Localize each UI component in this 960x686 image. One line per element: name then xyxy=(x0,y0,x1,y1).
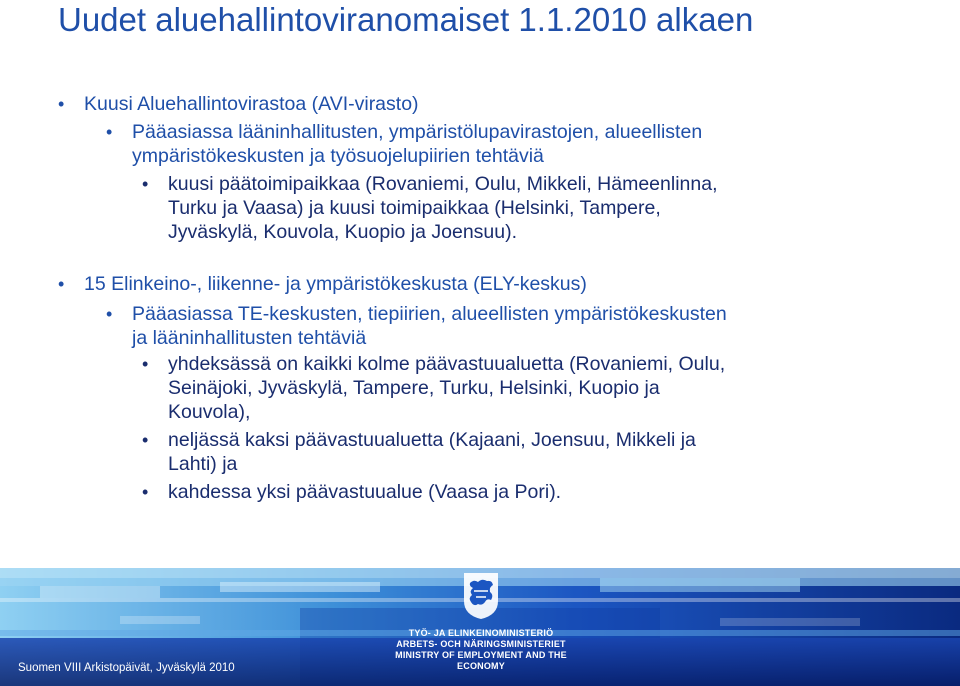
ely-detail: neljässä kaksi päävastuualuetta (Kajaani, Joensuu, Mikkeli ja Lahti) ja xyxy=(168,429,696,475)
bullet-dot-icon: • xyxy=(142,430,149,450)
bullet-dot-icon: • xyxy=(142,482,149,502)
bullet-dot-icon: • xyxy=(142,174,149,194)
ely-detail: yhdeksässä on kaikki kolme päävastuualuetta (Rovaniemi, Oulu, Seinäjoki, Jyväskylä, Tampere, Turku, Helsinki, Kuopio ja Kouvola), xyxy=(168,353,726,423)
bullet-ely xyxy=(58,272,587,296)
bullet-dot-icon: • xyxy=(106,304,113,324)
ministry-name-en: MINISTRY OF EMPLOYMENT AND THE ECONOMY xyxy=(395,650,567,671)
bullet-ely-sub xyxy=(106,302,727,350)
bullet-avi xyxy=(58,92,419,116)
avi-sub: Pääasiassa lääninhallitusten, ympäristölupavirastojen, alueellisten ympäristökeskusten ja työsuojelupiirien tehtäviä xyxy=(132,121,703,167)
bullet-dot-icon: • xyxy=(58,274,65,294)
ministry-name xyxy=(376,628,586,672)
bullet-ely-detail-2 xyxy=(142,428,696,476)
ministry-name-fi: TYÖ- JA ELINKEINOMINISTERIÖ xyxy=(408,628,554,638)
bullet-ely-detail-3 xyxy=(142,480,562,504)
bullet-dot-icon: • xyxy=(142,354,149,374)
lion-emblem-icon xyxy=(460,571,502,621)
bullet-ely-detail-1 xyxy=(142,352,726,424)
bullet-avi-detail xyxy=(142,172,718,244)
ely-detail: kahdessa yksi päävastuualue (Vaasa ja Pori). xyxy=(168,481,562,503)
bullet-dot-icon: • xyxy=(106,122,113,142)
conference-footer: Suomen VIII Arkistopäivät, Jyväskylä 2010 xyxy=(18,662,235,674)
ely-sub: Pääasiassa TE-keskusten, tiepiirien, alueellisten ympäristökeskusten ja lääninhallitusten tehtäviä xyxy=(132,303,727,349)
bullet-avi-sub xyxy=(106,120,703,168)
ely-heading: 15 Elinkeino-, liikenne- ja ympäristökeskusta (ELY-keskus) xyxy=(84,273,587,295)
avi-detail: kuusi päätoimipaikkaa (Rovaniemi, Oulu, Mikkeli, Hämeenlinna, Turku ja Vaasa) ja kuusi toimipaikkaa (Helsinki, Tampere, Jyväskylä, Kouvola, Kuopio ja Joensuu). xyxy=(168,173,718,243)
avi-heading: Kuusi Aluehallintovirastoa (AVI-virasto) xyxy=(84,93,419,115)
ministry-name-sv: ARBETS- OCH NÄRINGSMINISTERIET xyxy=(396,639,566,649)
slide-title: Uudet aluehallintoviranomaiset 1.1.2010 alkaen xyxy=(58,1,754,38)
bullet-dot-icon: • xyxy=(58,94,65,114)
